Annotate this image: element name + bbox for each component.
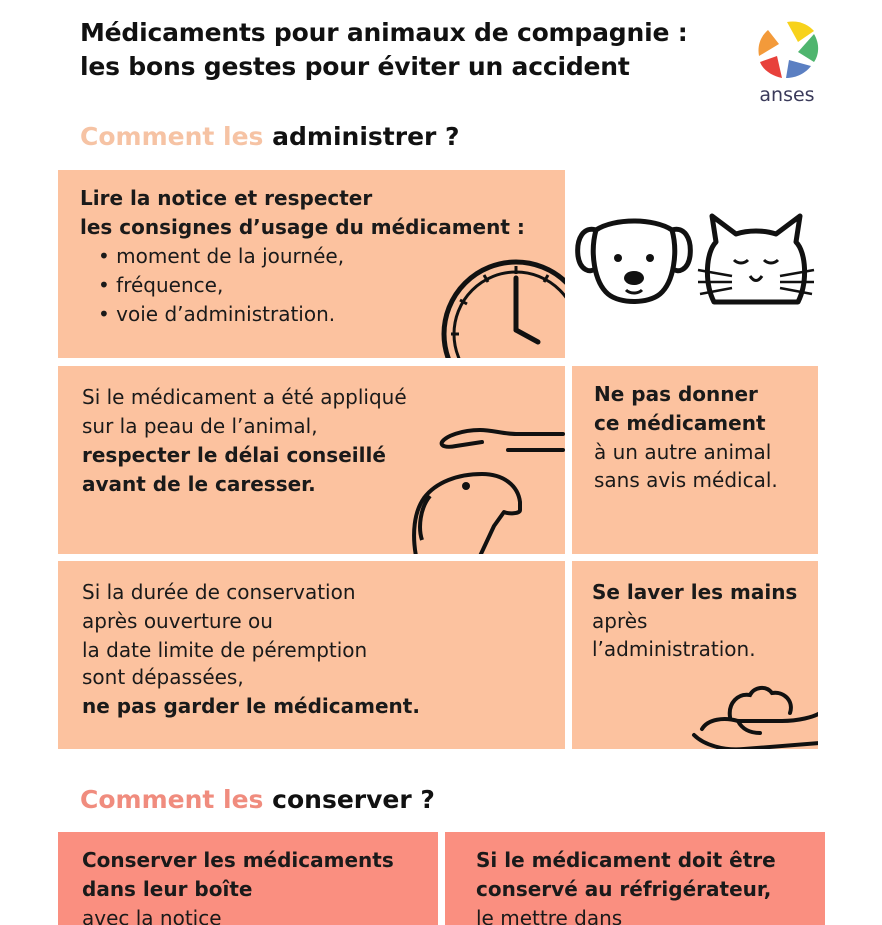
fridge-bold-1: Si le médicament doit être	[476, 848, 776, 872]
other-bold-1: Ne pas donner	[594, 382, 758, 406]
title-line-2: les bons gestes pour éviter un accident	[80, 52, 630, 81]
box-bold-1: Conserver les médicaments	[82, 848, 394, 872]
hand-soap-icon	[694, 681, 818, 749]
card-skin-application	[58, 366, 565, 554]
box-line-1: avec la notice	[82, 906, 222, 925]
section-heading-prefix: Comment les	[80, 785, 264, 814]
clock-icon	[440, 258, 565, 358]
skin-line-1: Si le médicament a été appliqué	[82, 385, 407, 409]
section-heading-administer	[80, 122, 460, 151]
wash-line-1: après	[592, 609, 648, 633]
card-other-animal	[572, 366, 818, 554]
expiry-line-3: la date limite de péremption	[82, 638, 368, 662]
other-line-1: à un autre animal	[594, 440, 772, 464]
expiry-line-2: après ouverture ou	[82, 609, 273, 633]
wash-line-2: l’administration.	[592, 637, 756, 661]
expiry-line-4: sont dépassées,	[82, 665, 244, 689]
card-store-fridge	[445, 832, 825, 925]
wash-bold-1: Se laver les mains	[592, 580, 798, 604]
other-bold-2: ce médicament	[594, 411, 766, 435]
notice-bullet-1: • moment de la journée,	[98, 242, 344, 271]
logo-text: anses	[759, 84, 815, 106]
section-heading-store	[80, 785, 435, 814]
hand-petting-dog-icon	[408, 416, 565, 554]
notice-line-1: Lire la notice et respecter	[80, 186, 373, 210]
notice-line-2: les consignes d’usage du médicament :	[80, 215, 525, 239]
cat-face-icon	[698, 216, 814, 302]
skin-bold-2: avant de le caresser.	[82, 472, 316, 496]
skin-line-2: sur la peau de l’animal,	[82, 414, 318, 438]
card-store-box	[58, 832, 438, 925]
section-heading-keyword: conserver ?	[272, 785, 435, 814]
expiry-line-1: Si la durée de conservation	[82, 580, 356, 604]
box-bold-2: dans leur boîte	[82, 877, 253, 901]
card-wash-hands	[572, 561, 818, 749]
title-line-1: Médicaments pour animaux de compagnie :	[80, 18, 688, 47]
section-heading-keyword: administrer ?	[272, 122, 460, 151]
fridge-line-1: le mettre dans	[476, 906, 623, 925]
dog-face-icon	[578, 221, 691, 302]
card-read-notice	[58, 170, 565, 358]
notice-bullet-3: • voie d’administration.	[98, 300, 335, 329]
anses-logo	[752, 18, 822, 108]
expiry-bold-1: ne pas garder le médicament.	[82, 694, 420, 718]
fridge-bold-2: conservé au réfrigérateur,	[476, 877, 772, 901]
notice-bullet-2: • fréquence,	[98, 271, 223, 300]
anses-star-icon	[752, 18, 822, 82]
pets-illustration	[574, 212, 814, 312]
section-heading-prefix: Comment les	[80, 122, 264, 151]
skin-bold-1: respecter le délai conseillé	[82, 443, 386, 467]
other-line-2: sans avis médical.	[594, 468, 778, 492]
card-expiry	[58, 561, 565, 749]
page-title	[80, 16, 740, 84]
